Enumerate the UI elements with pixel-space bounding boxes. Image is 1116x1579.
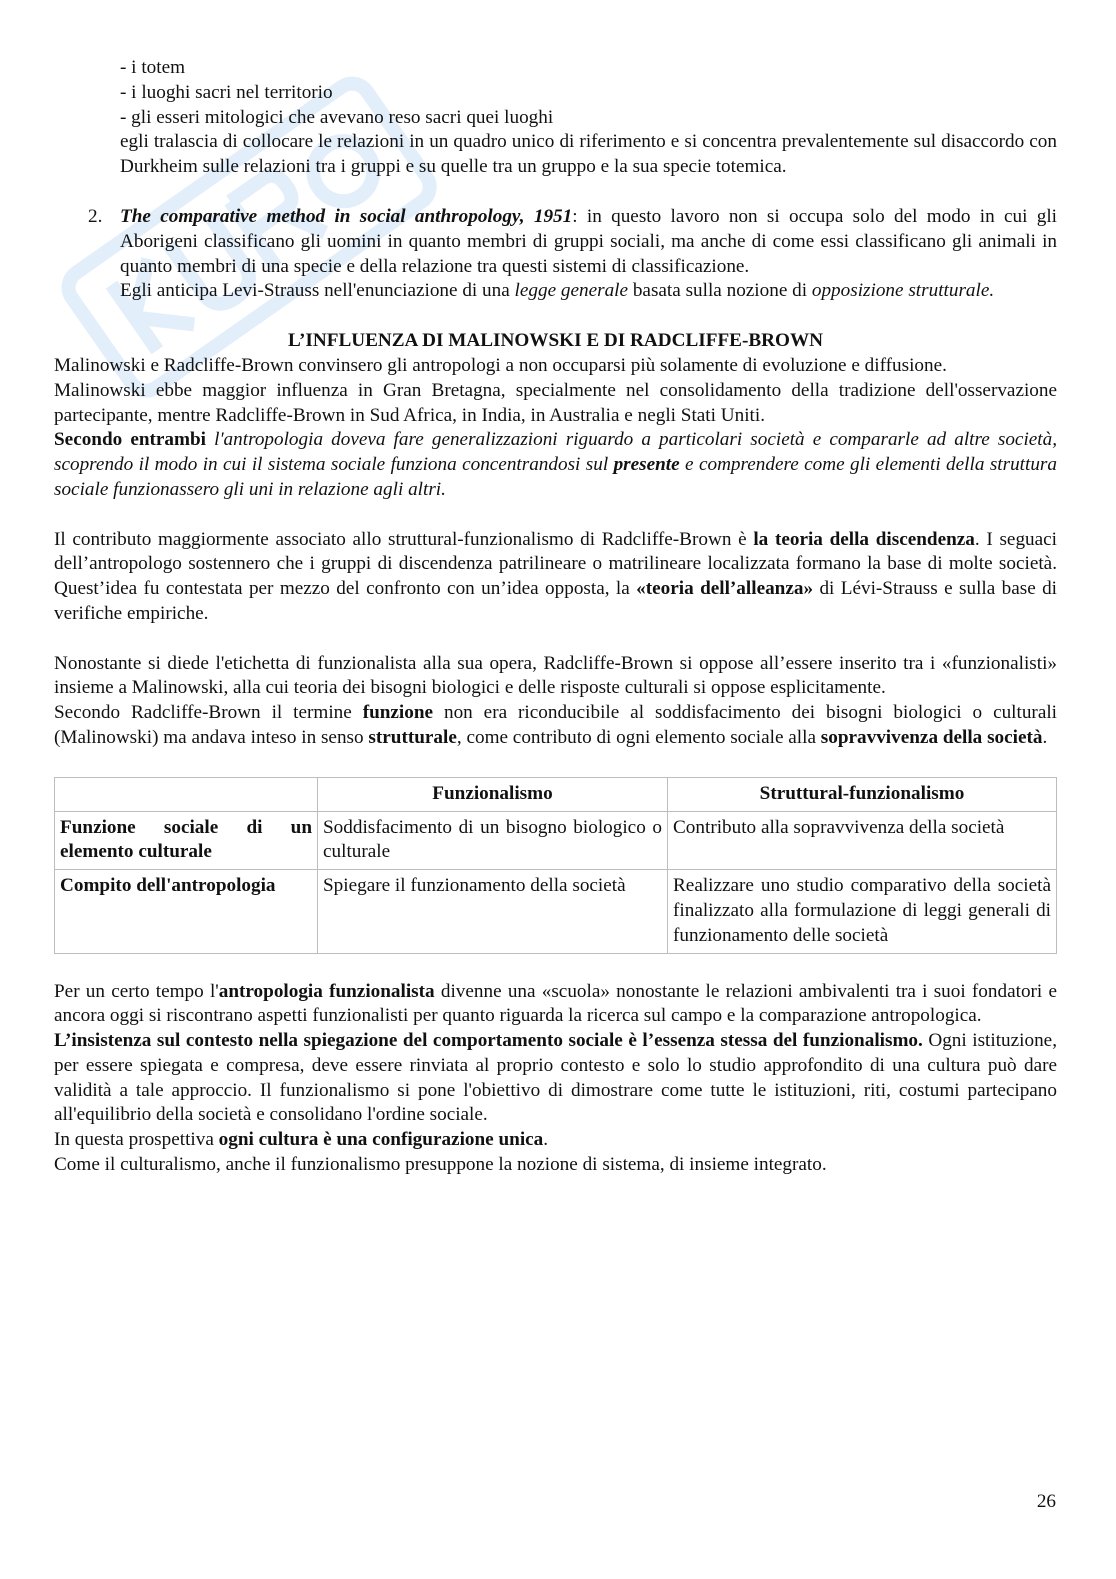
bold-run: antropologia funzionalista [218, 980, 435, 1002]
page-number: 26 [1036, 1491, 1056, 1512]
list-item: - i luoghi sacri nel territorio [120, 81, 333, 103]
text-run: In questa prospettiva [54, 1129, 219, 1151]
text-run: non era riconducibile al soddisfacimento dei bisogni biologici o culturali (Malinowski) ma andava inteso in senso [54, 702, 1057, 748]
text-run: Il contributo maggiormente associato allo struttural-funzionalismo di Radcliffe-Brown è [54, 528, 754, 550]
text-run: Secondo Radcliffe-Brown il termine [54, 702, 363, 724]
item2-text: : in questo lavoro non si occupa solo del modo in cui gli Aborigeni classificano gli uomini in quanto membri di gruppi sociali, ma anche di come essi classificano gli animali in quanto membri di una specie e della relazione tra questi sistemi di classificazione. [120, 205, 1057, 277]
paragraph-8 [54, 1029, 1057, 1128]
bold-run: la teoria della discendenza [753, 528, 975, 550]
bold-run: sopravvivenza della società [820, 726, 1043, 748]
item2-paragraph-2 [120, 279, 1057, 304]
paragraph-2: Malinowski ebbe maggior influenza in Gran Bretagna, specialmente nel consolidamento della tradizione dell'osservazione partecipante, mentre Radcliffe-Brown in Sud Africa, in India, in Australia e negli Stati Uniti. [54, 379, 1057, 426]
bold-run: ogni cultura è una configurazione unica [218, 1129, 544, 1151]
table-header-row [55, 777, 1057, 811]
list-item: - gli esseri mitologici che avevano reso sacri quei luoghi [120, 106, 554, 128]
text-run: basata sulla nozione di [628, 280, 812, 302]
list-item: - i totem [120, 57, 186, 78]
table-cell: Soddisfacimento di un bisogno biologico o culturale [318, 811, 668, 870]
table-cell: Contributo alla sopravvivenza della società [668, 811, 1057, 870]
italic-run: e comprendere come gli elementi della struttura sociale funzionassero gli uni in relazione agli altri. [54, 454, 1057, 500]
numbered-item-2 [54, 205, 1057, 304]
bold-run: L’insistenza sul contesto nella spiegazione del comportamento sociale è l’essenza stessa del funzionalismo. [54, 1030, 923, 1052]
text-run: . [1042, 726, 1048, 748]
table-header-cell [55, 777, 318, 811]
page-content [54, 56, 1057, 1178]
text-run: , come contributo di ogni elemento sociale alla [456, 726, 821, 748]
comparison-table [54, 777, 1057, 954]
text-run: . I seguaci dell’antropologo sostennero che i gruppi di discendenza patrilineare o matrilineare localizzata formano la base di molte società. Quest’idea fu contestata per mezzo del confronto con un’idea opposta, la [54, 528, 1057, 600]
paragraph-10: Come il culturalismo, anche il funzionalismo presuppone la nozione di sistema, di insieme integrato. [54, 1154, 827, 1176]
bold-run: funzione [362, 702, 434, 724]
table-header-cell: Struttural-funzionalismo [668, 777, 1057, 811]
item-number: 2. [88, 205, 103, 227]
table-row [55, 870, 1057, 953]
text-run: Ogni istituzione, per essere spiegata e compresa, deve essere rinviata al proprio contesto e solo lo studio approfondito di una cultura può dare validità a tale approccio. Il funzionalismo si pone l'obiettivo di dimostrare come tutte le istituzioni, riti, costumi partecipano all'equilibrio della società e consolidano l'ordine sociale. [54, 1030, 1057, 1126]
text-run: Egli anticipa Levi-Strauss nell'enunciazione di una [120, 280, 515, 302]
paragraph-6 [54, 701, 1057, 751]
after-bullets-paragraph: egli tralascia di collocare le relazioni in un quadro unico di riferimento e si concentra prevalentemente sul disaccordo con Durkheim sulle relazioni tra i gruppi e su quelle tra un gruppo e la sua specie totemica. [120, 131, 1057, 178]
table-cell: Funzione sociale di un elemento culturale [55, 811, 318, 870]
paragraph-7 [54, 980, 1057, 1030]
italic-run: l'antropologia doveva fare generalizzazioni riguardo a particolari società e compararle ad altre società, scoprendo il modo in cui il sistema sociale funziona concentrandosi sul [54, 429, 1058, 476]
italic-run: opposizione strutturale. [811, 280, 995, 302]
bold-run: Secondo entrambi [54, 429, 207, 451]
section-heading: L’INFLUENZA DI MALINOWSKI E DI RADCLIFFE-BROWN [287, 330, 823, 352]
paragraph-3 [54, 428, 1057, 502]
text-run: Per un certo tempo l' [54, 980, 219, 1002]
paragraph-9 [54, 1128, 1057, 1153]
text-run: . [543, 1129, 549, 1151]
text-run: divenne una «scuola» nonostante le relazioni ambivalenti tra i suoi fondatori e ancora oggi si riscontrano aspetti funzionalisti per quanto riguarda la ricerca sul campo e la comparazione antropologica. [54, 980, 1057, 1027]
item2-paragraph [120, 205, 1057, 279]
table-cell: Spiegare il funzionamento della società [318, 870, 668, 953]
work-title: The comparative method in social anthropology, 1951 [120, 205, 573, 227]
bold-run: «teoria dell’alleanza» [636, 578, 814, 600]
table-header-cell: Funzionalismo [318, 777, 668, 811]
italic-run: legge generale [514, 280, 629, 302]
paragraph-4 [54, 528, 1057, 627]
paragraph-1: Malinowski e Radcliffe-Brown convinsero gli antropologi a non occuparsi più solamente di evoluzione e diffusione. [54, 354, 947, 376]
paragraph-5: Nonostante si diede l'etichetta di funzionalista alla sua opera, Radcliffe-Brown si oppose all’essere inserito tra i «funzionalisti» insieme a Malinowski, alla cui teoria dei bisogni biologici e delle risposte culturali si oppose esplicitamente. [54, 652, 1057, 699]
table-cell: Realizzare uno studio comparativo della società finalizzato alla formulazione di leggi generali di funzionamento delle società [668, 870, 1057, 953]
bold-run: strutturale [368, 726, 457, 748]
bold-italic-run: presente [613, 454, 680, 476]
text-run: di Lévi-Strauss e sulla base di verifiche empiriche. [54, 578, 1058, 624]
table-row [55, 811, 1057, 870]
table-cell: Compito dell'antropologia [55, 870, 318, 953]
